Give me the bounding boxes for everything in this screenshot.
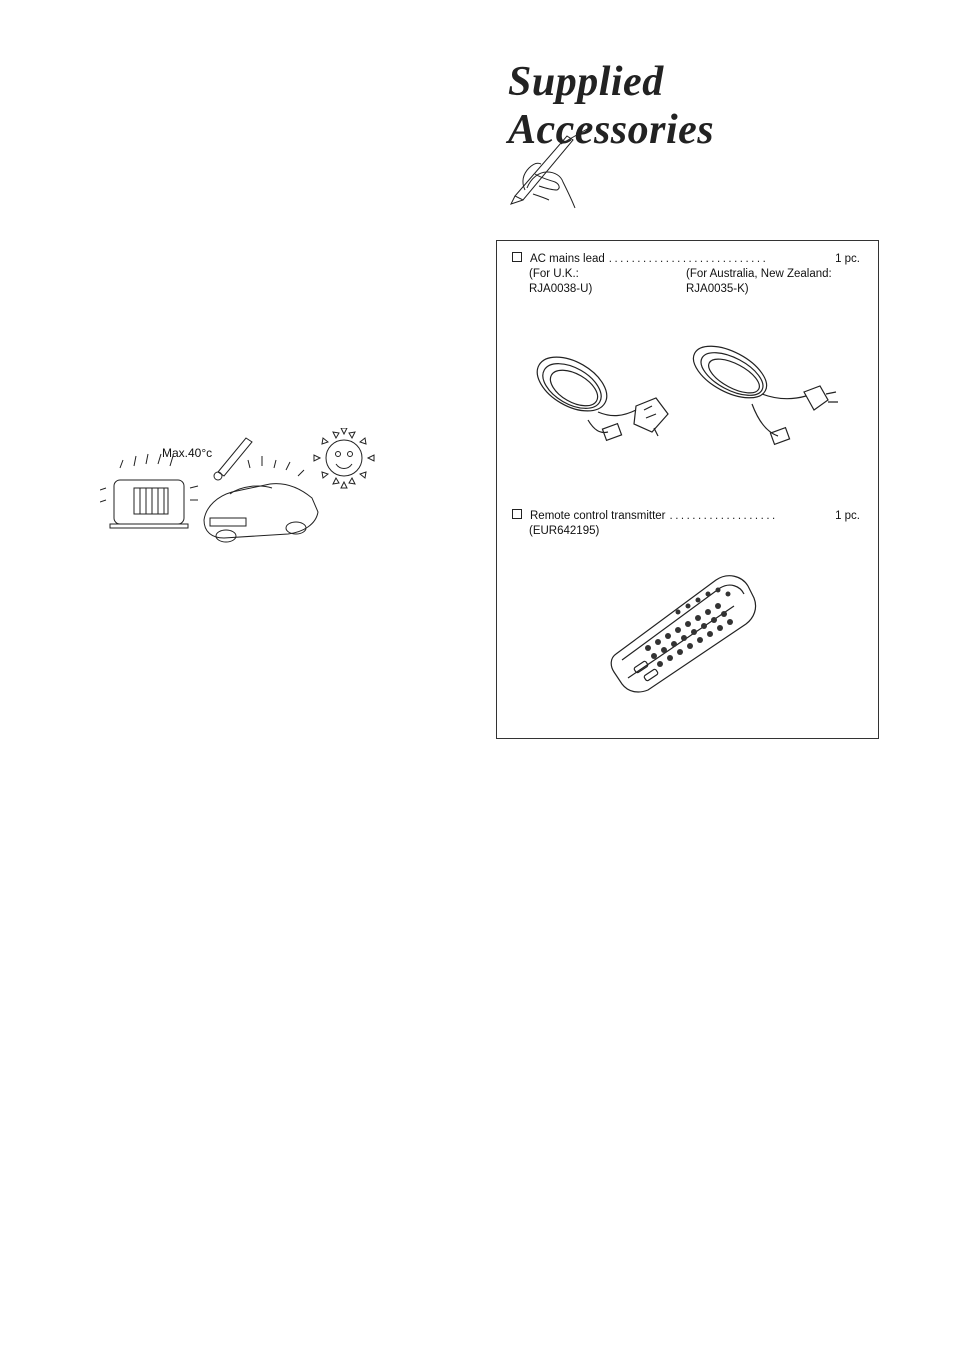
writing-hand-icon bbox=[505, 128, 605, 210]
max-temperature-label: Max.40°c bbox=[162, 446, 213, 460]
item-name: AC mains lead bbox=[530, 253, 605, 265]
ac-mains-lead-item bbox=[512, 252, 860, 297]
aus-version bbox=[686, 267, 832, 297]
leader-dots: ............................ bbox=[608, 253, 769, 265]
item-quantity: 1 pc. bbox=[835, 253, 860, 265]
uk-version bbox=[529, 267, 686, 297]
uk-label: (For U.K.: bbox=[529, 268, 579, 280]
item-name: Remote control transmitter bbox=[530, 510, 666, 522]
checkbox-icon bbox=[512, 252, 522, 262]
checkbox-icon bbox=[512, 509, 522, 519]
uk-part-number: RJA0038-U) bbox=[529, 283, 593, 295]
item-quantity: 1 pc. bbox=[835, 510, 860, 522]
leader-dots: ................... bbox=[669, 510, 778, 522]
uk-plug-cord-icon bbox=[528, 340, 678, 452]
aus-plug-cord-icon bbox=[682, 336, 840, 454]
remote-control-icon bbox=[608, 572, 758, 694]
remote-part-number: (EUR642195) bbox=[529, 525, 600, 537]
aus-part-number: RJA0035-K) bbox=[686, 283, 749, 295]
aus-label: (For Australia, New Zealand: bbox=[686, 268, 832, 280]
heat-warning-icon bbox=[100, 428, 390, 546]
remote-control-item bbox=[512, 509, 860, 539]
page-title: Supplied Accessories bbox=[508, 59, 715, 153]
